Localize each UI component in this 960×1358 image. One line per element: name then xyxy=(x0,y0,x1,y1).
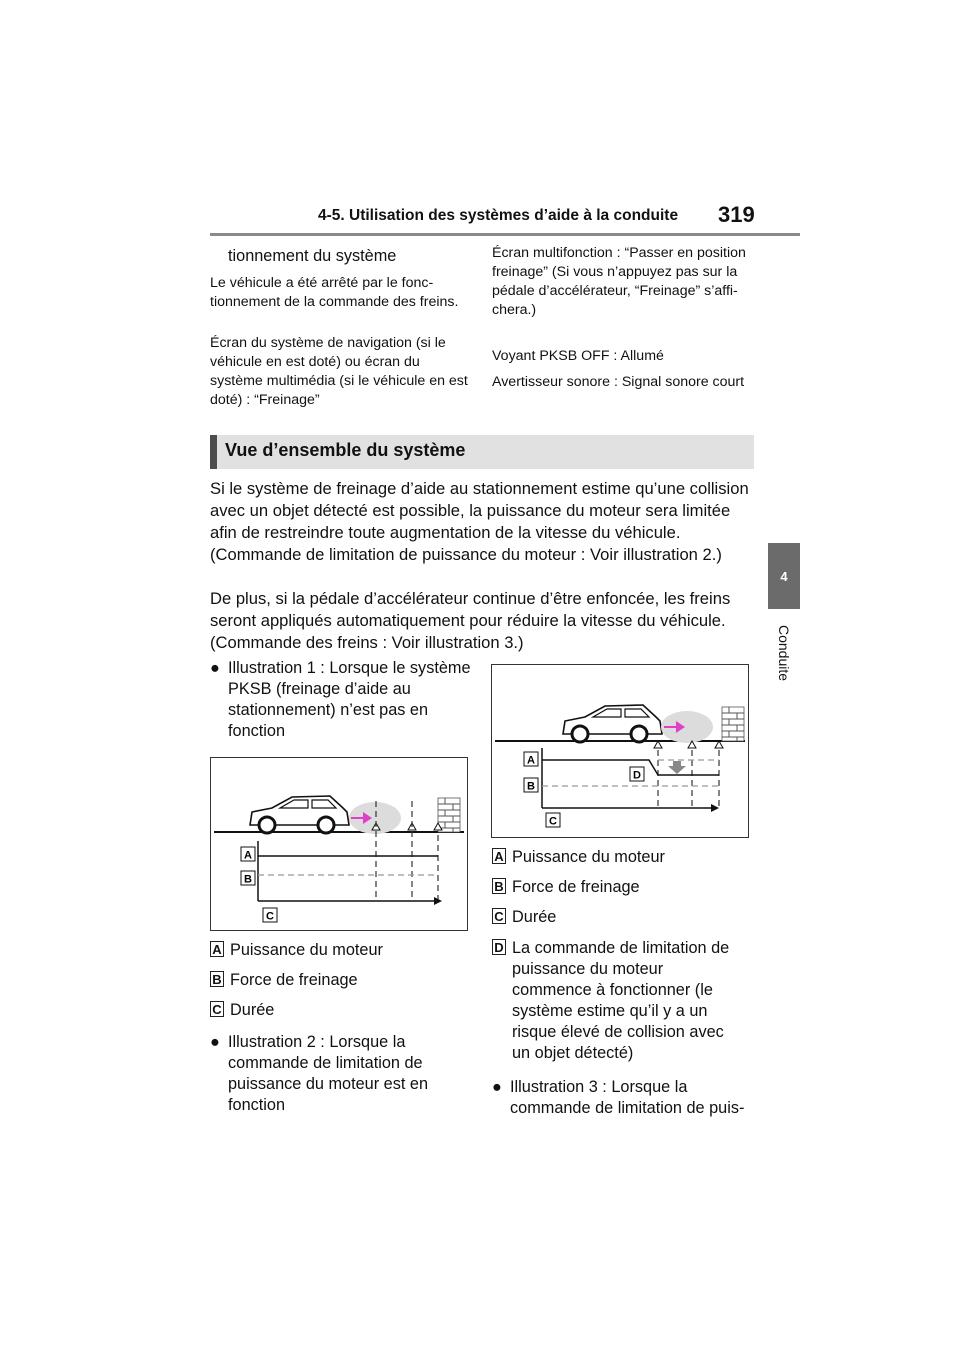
legend-key: A xyxy=(492,848,506,864)
label-a: A xyxy=(244,849,252,862)
illustration3-caption-text: Illustration 3 : Lorsque la commande de limitation de puis- xyxy=(510,1078,745,1117)
page-number: 319 xyxy=(718,202,755,227)
section-accent xyxy=(210,435,217,469)
bullet-dot: ● xyxy=(492,1078,502,1096)
legend-text: La commande de limitation de puissance du moteur commence à fonctionner (le système estime qu’il y a un risque élevé de collision avec un objet détecté) xyxy=(512,939,730,1062)
illustration2-caption xyxy=(210,1032,472,1122)
running-header: 4-5. Utilisation des systèmes d’aide à la conduite xyxy=(318,207,679,224)
illustration3-caption xyxy=(492,1077,754,1122)
chapter-label-text: Conduite xyxy=(776,624,792,682)
legend-item xyxy=(492,877,754,899)
indicator-paragraph: Voyant PKSB OFF : Allumé xyxy=(492,348,664,364)
chapter-tab xyxy=(768,543,800,609)
legend-item xyxy=(210,1000,470,1022)
legend-key: B xyxy=(492,878,506,894)
legend-key: B xyxy=(210,971,224,987)
legend-key: C xyxy=(492,908,506,924)
section-title: Vue d’ensemble du système xyxy=(225,440,466,460)
legend-item xyxy=(210,970,470,992)
intro-paragraph-1: Si le système de freinage d’aide au stationnement estime qu’une collision avec un objet détecté est possible, la puissance du moteur sera limitée afin de restreindre toute augmentation de la vitesse du véhicule. (Commande de limitation de puissance du moteur : Voir illustration 2.) xyxy=(210,479,749,564)
legend-key: C xyxy=(210,1001,224,1017)
bullet-dot: ● xyxy=(210,659,220,677)
buzzer-paragraph: Avertisseur sonore : Signal sonore court xyxy=(492,374,745,390)
label-d: D xyxy=(633,769,641,782)
legend-item xyxy=(492,907,754,929)
label-c: C xyxy=(549,815,557,828)
legend-text: Puissance du moteur xyxy=(230,941,383,959)
illustration1-diagram xyxy=(210,757,468,931)
multi-display-paragraph: Écran multifonction : “Passer en position freinage” (Si vous n’appuyez pas sur la pédale d’accélérateur, “Freinage” s’affi-chera.) xyxy=(492,245,746,318)
header-rule xyxy=(210,233,800,236)
section-heading xyxy=(210,435,754,469)
label-a: A xyxy=(527,754,535,767)
bullet-dot: ● xyxy=(210,1033,220,1051)
legend-text: Force de freinage xyxy=(512,878,640,896)
chapter-label xyxy=(760,618,808,688)
legend-key: A xyxy=(210,941,224,957)
legend-item xyxy=(492,847,754,869)
legend-key: D xyxy=(492,939,506,955)
nav-screen-paragraph: Écran du système de navigation (si le véhicule en est doté) ou écran du système multimédia (si le véhicule en est doté) : “Freinage” xyxy=(210,335,468,408)
label-c: C xyxy=(266,910,274,923)
legend-text: Puissance du moteur xyxy=(512,848,665,866)
chapter-number: 4 xyxy=(780,568,788,584)
illustration2-diagram xyxy=(491,664,749,838)
intro-paragraph-2: De plus, si la pédale d’accélérateur continue d’être enfoncée, les freins seront appliqués automatiquement pour réduire la vitesse du véhicule. (Commande des freins : Voir illustration 3.) xyxy=(210,589,731,652)
illustration1-caption xyxy=(210,658,472,748)
panel-border xyxy=(211,758,468,931)
wall-icon xyxy=(438,798,460,832)
legend-text: Force de freinage xyxy=(230,971,358,989)
illustration1-caption-text: Illustration 1 : Lorsque le système PKSB (freinage d’aide au stationnement) n’est pas en fonction xyxy=(228,659,471,740)
label-b: B xyxy=(527,780,535,793)
legend-text: Durée xyxy=(512,908,557,926)
panel-border xyxy=(492,665,749,838)
legend-item xyxy=(210,940,470,962)
legend-text: Durée xyxy=(230,1001,275,1019)
label-b: B xyxy=(244,873,252,886)
legend-item xyxy=(492,938,754,1070)
illustration2-caption-text: Illustration 2 : Lorsque la commande de limitation de puissance du moteur est en fonction xyxy=(228,1033,429,1114)
stop-paragraph: Le véhicule a été arrêté par le fonc-tionnement de la commande des freins. xyxy=(210,275,459,310)
continued-line: tionnement du système xyxy=(228,247,397,265)
wall-icon xyxy=(722,707,744,741)
